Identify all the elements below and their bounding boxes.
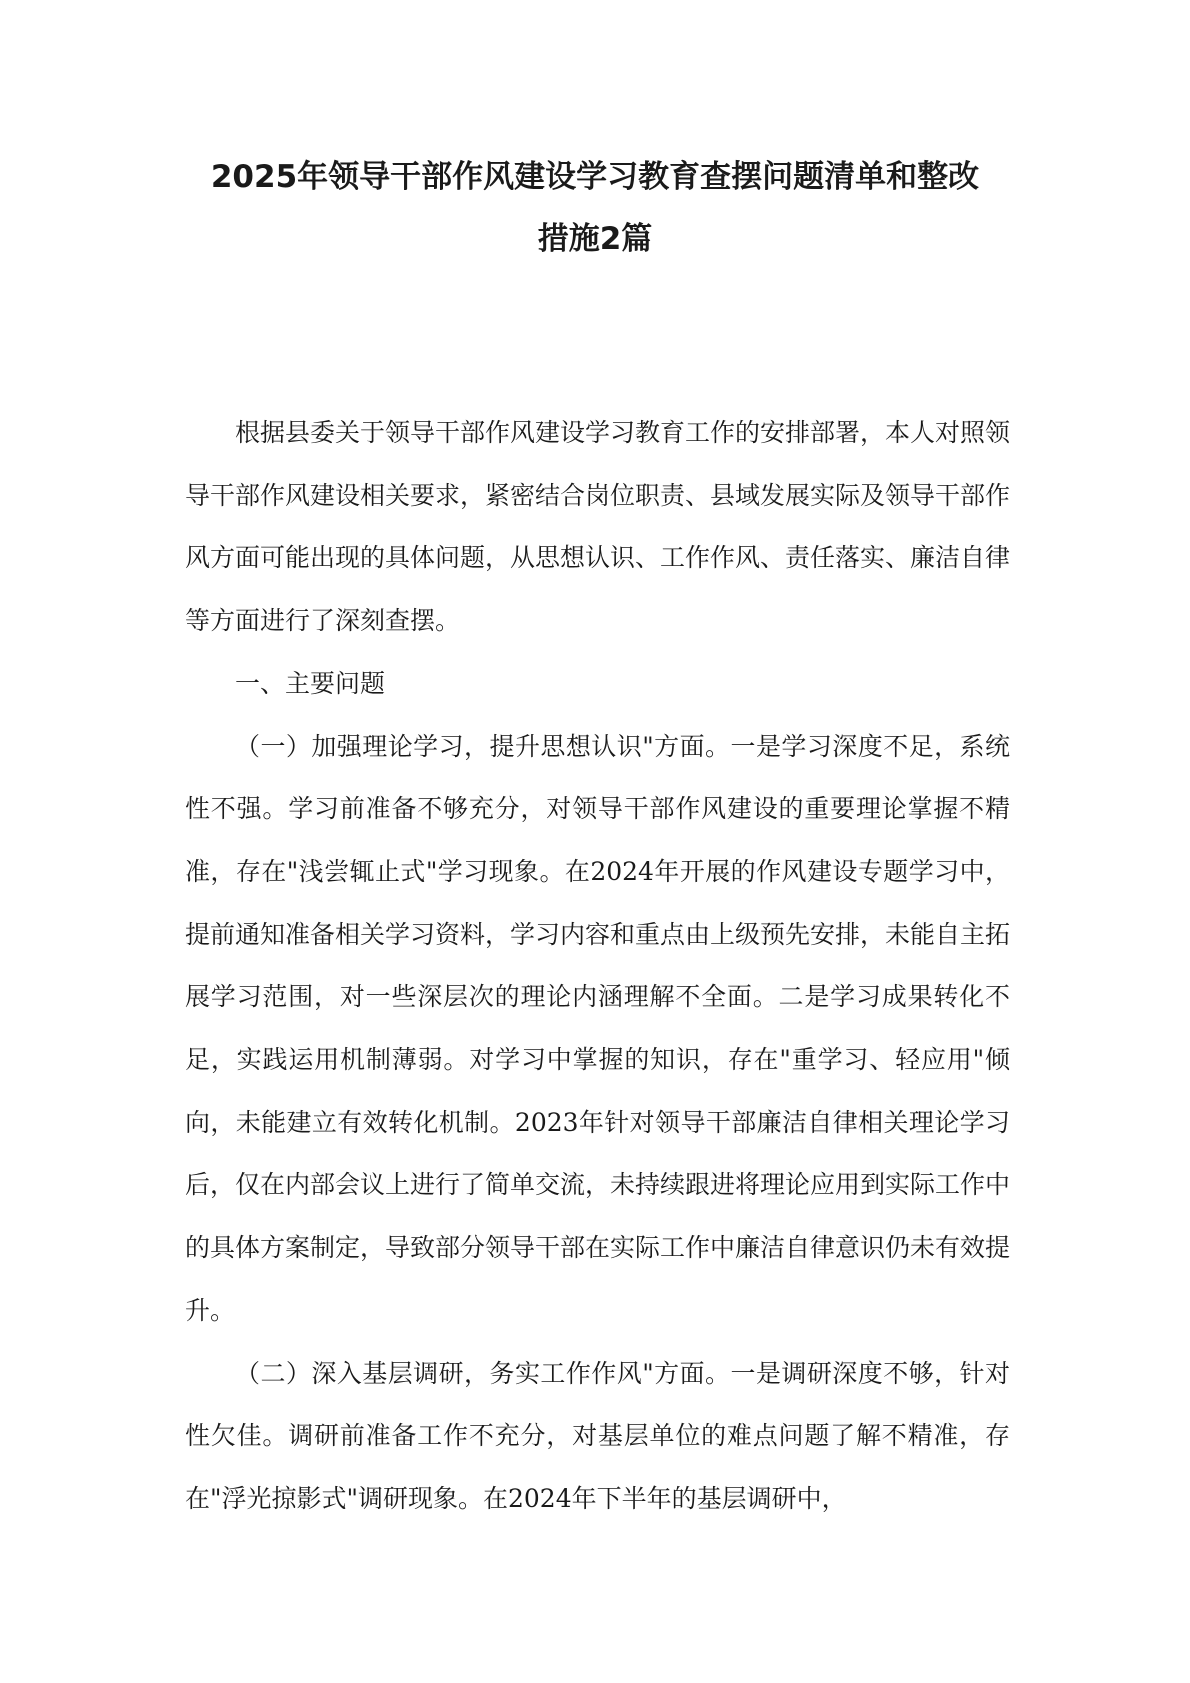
problem-paragraph-2: （二）深入基层调研，务实工作作风"方面。一是调研深度不够，针对性欠佳。调研前准备工作不充分，对基层单位的难点问题了解不精准，存在"浮光掠影式"调研现象。在2024年下半年的基层调研中， [185,1358,1010,1513]
document-title-line-1: 2025年领导干部作风建设学习教育查摆问题清单和整改 [210,159,980,195]
document-title-line-2: 措施2篇 [537,221,653,257]
intro-paragraph: 根据县委关于领导干部作风建设学习教育工作的安排部署，本人对照领导干部作风建设相关要求，紧密结合岗位职责、县域发展实际及领导干部作风方面可能出现的具体问题，从思想认识、工作作风、责任落实、廉洁自律等方面进行了深刻查摆。 [185,418,1011,636]
section-heading-main-problems: 一、主要问题 [235,668,386,698]
document-body [185,402,1010,1531]
problem-paragraph-1: （一）加强理论学习，提升思想认识"方面。一是学习深度不足，系统性不强。学习前准备不够充分，对领导干部作风建设的重要理论掌握不精准，存在"浅尝辄止式"学习现象。在2024年开展的作风建设专题学习中，提前通知准备相关学习资料，学习内容和重点由上级预先安排，未能自主拓展学习范围，对一些深层次的理论内涵理解不全面。二是学习成果转化不足，实践运用机制薄弱。对学习中掌握的知识，存在"重学习、轻应用"倾向，未能建立有效转化机制。2023年针对领导干部廉洁自律相关理论学习后，仅在内部会议上进行了简单交流，未持续跟进将理论应用到实际工作中的具体方案制定，导致部分领导干部在实际工作中廉洁自律意识仍未有效提升。 [185,731,1011,1325]
